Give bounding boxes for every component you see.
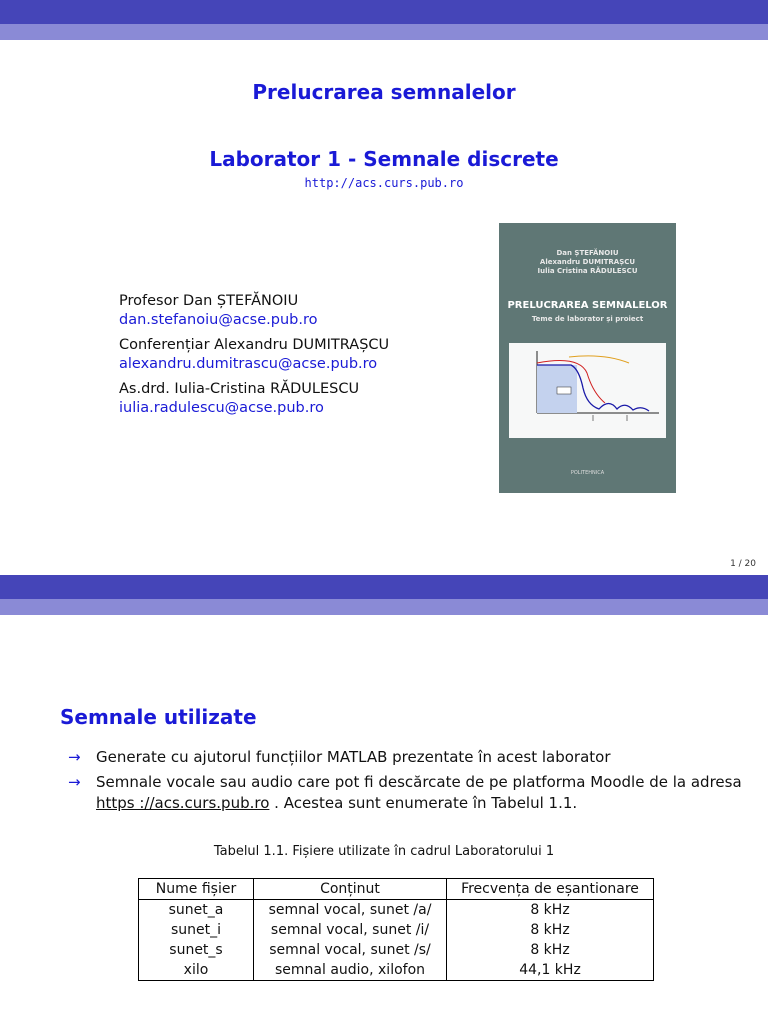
book-cover [499, 223, 676, 493]
cover-authors: Dan ȘTEFĂNOIU Alexandru DUMITRAȘCU Iulia Cristina RĂDULESCU [537, 249, 638, 275]
header-band-dark [0, 0, 768, 24]
column-header: Nume fișier [139, 879, 254, 900]
cover-subtitle: Teme de laborator și proiect [531, 315, 644, 323]
author-email[interactable]: dan.stefanoiu@acse.pub.ro [119, 312, 318, 328]
table-cell: xilo [139, 960, 254, 981]
table-cell: semnal vocal, sunet /i/ [254, 920, 447, 940]
slide-subtitle: Laborator 1 - Semnale discrete [209, 147, 559, 171]
table-row [139, 940, 654, 960]
section-title: Semnale utilizate [60, 705, 257, 729]
course-url[interactable]: http://acs.curs.pub.ro [304, 176, 464, 190]
table-row [139, 960, 654, 981]
cover-filter-graphic [509, 343, 666, 438]
author-name: Profesor Dan ȘTEFĂNOIU [119, 293, 299, 309]
slide-title: Prelucrarea semnalelor [252, 80, 516, 104]
header-band-light [0, 24, 768, 40]
page-number: 1 / 20 [730, 559, 756, 569]
table-cell: sunet_s [139, 940, 254, 960]
table-cell: semnal vocal, sunet /s/ [254, 940, 447, 960]
table-caption: Tabelul 1.1. Fișiere utilizate în cadrul Laboratorului 1 [213, 844, 555, 859]
arrow-right-icon: → [68, 748, 81, 766]
table-header-row [139, 879, 654, 900]
table-cell: sunet_i [139, 920, 254, 940]
cover-publisher: POLITEHNICA [570, 470, 605, 476]
header-band-light [0, 599, 768, 615]
table-cell: semnal vocal, sunet /a/ [254, 900, 447, 921]
authors-list [119, 292, 389, 424]
moodle-link[interactable]: https ://acs.curs.pub.ro [96, 794, 270, 812]
bullet-item: → Semnale vocale sau audio care pot fi descărcate de pe platforma Moodle de la adresa https ://acs.curs.pub.ro . Acestea sunt enumerate în Tabelul 1.1. [68, 773, 742, 812]
cover-title: PRELUCRAREA SEMNALELOR [507, 300, 668, 311]
table-cell: semnal audio, xilofon [254, 960, 447, 981]
header-band-dark [0, 575, 768, 599]
column-header: Conținut [254, 879, 447, 900]
bullet-list [68, 747, 748, 818]
table-cell: 8 kHz [447, 920, 654, 940]
column-header: Frecvența de eșantionare [447, 879, 654, 900]
author-email[interactable]: alexandru.dumitrascu@acse.pub.ro [119, 356, 378, 372]
table-cell: sunet_a [139, 900, 254, 921]
table-cell: 44,1 kHz [447, 960, 654, 981]
author-name: Conferențiar Alexandru DUMITRAȘCU [119, 337, 390, 353]
files-table [138, 878, 654, 981]
slide-2 [0, 575, 768, 1024]
table-cell: 8 kHz [447, 900, 654, 921]
table-cell: 8 kHz [447, 940, 654, 960]
author-email[interactable]: iulia.radulescu@acse.pub.ro [119, 400, 324, 416]
bullet-item: → Generate cu ajutorul funcțiilor MATLAB prezentate în acest laborator [68, 748, 611, 766]
table-row [139, 900, 654, 921]
author-name: As.drd. Iulia-Cristina RĂDULESCU [119, 381, 360, 397]
arrow-right-icon: → [68, 773, 81, 791]
table-row [139, 920, 654, 940]
